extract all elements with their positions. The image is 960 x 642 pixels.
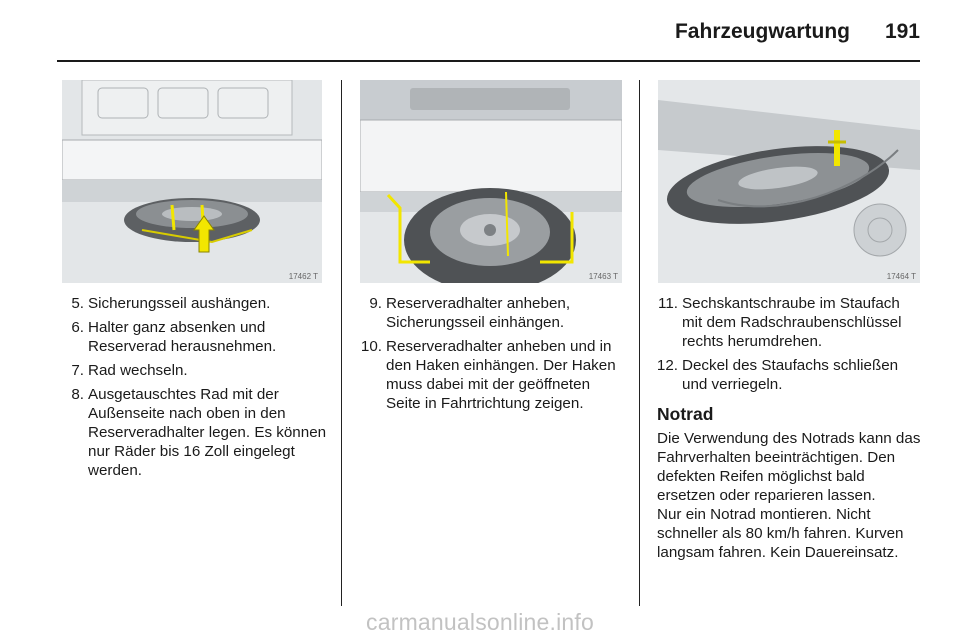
step-number: 8. [71, 386, 84, 403]
step-item [60, 361, 330, 380]
section-heading-notrad: Notrad [657, 404, 714, 424]
step-item [60, 294, 330, 313]
step-number: 9. [369, 295, 382, 312]
step-number: 6. [71, 319, 84, 336]
step-number: 7. [71, 362, 84, 379]
illustration-hex-bolt [658, 80, 920, 283]
figure-spare-wheel-cable [62, 80, 322, 283]
step-text: Deckel des Staufachs schließen und verriegeln. [682, 357, 899, 393]
page-number: 191 [884, 20, 920, 43]
step-item [60, 385, 330, 480]
column-divider [639, 80, 640, 606]
step-item [60, 318, 330, 356]
notrad-paragraph: Die Verwendung des Notrads kann das Fahrverhalten beeinträchtigen. Den defekten Reifen möglichst bald ersetzen oder reparieren lassen. [657, 430, 921, 504]
step-number: 10. [360, 338, 382, 355]
figure-code: 17463 T [588, 272, 618, 281]
step-text: Sicherungsseil aushängen. [88, 295, 271, 312]
step-number: 5. [71, 295, 84, 312]
step-item [652, 294, 924, 351]
notrad-paragraph: Nur ein Notrad montieren. Nicht schneller als 80 km/h fahren. Kurven langsam fahren. Kein Dauereinsatz. [657, 506, 904, 561]
step-item [356, 294, 626, 332]
column-divider [341, 80, 342, 606]
step-list-column-3 [652, 294, 924, 399]
step-text: Reserveradhalter anheben, Sicherungsseil einhängen. [386, 295, 571, 331]
step-item [356, 337, 626, 413]
step-text: Reserveradhalter anheben und in den Haken einhängen. Der Haken muss dabei mit der geöffneten Seite in Fahrtrichtung zeigen. [386, 338, 616, 412]
step-number: 11. [658, 295, 678, 312]
header-rule [57, 60, 920, 62]
step-text: Ausgetauschtes Rad mit der Außenseite nach oben in den Reserveradhalter legen. Es können nur Räder bis 16 Zoll eingelegt werden. [88, 386, 327, 479]
figure-raise-holder [360, 80, 622, 283]
step-text: Sechskantschraube im Staufach mit dem Radschraubenschlüssel rechts herumdrehen. [682, 295, 902, 350]
step-text: Halter ganz absenken und Reserverad herausnehmen. [88, 319, 277, 355]
illustration-raise-holder [360, 80, 622, 283]
step-item [652, 356, 924, 394]
figure-code: 17462 T [288, 272, 318, 281]
step-list-column-2 [356, 294, 626, 418]
step-number: 12. [656, 357, 678, 374]
header-title: Fahrzeugwartung [674, 20, 850, 43]
watermark: carmanualsonline.info [366, 609, 594, 635]
figure-hex-bolt [658, 80, 920, 283]
illustration-spare-wheel-cable [62, 80, 322, 283]
step-text: Rad wechseln. [88, 362, 188, 379]
step-list-column-1 [60, 294, 330, 485]
figure-code: 17464 T [886, 272, 916, 281]
